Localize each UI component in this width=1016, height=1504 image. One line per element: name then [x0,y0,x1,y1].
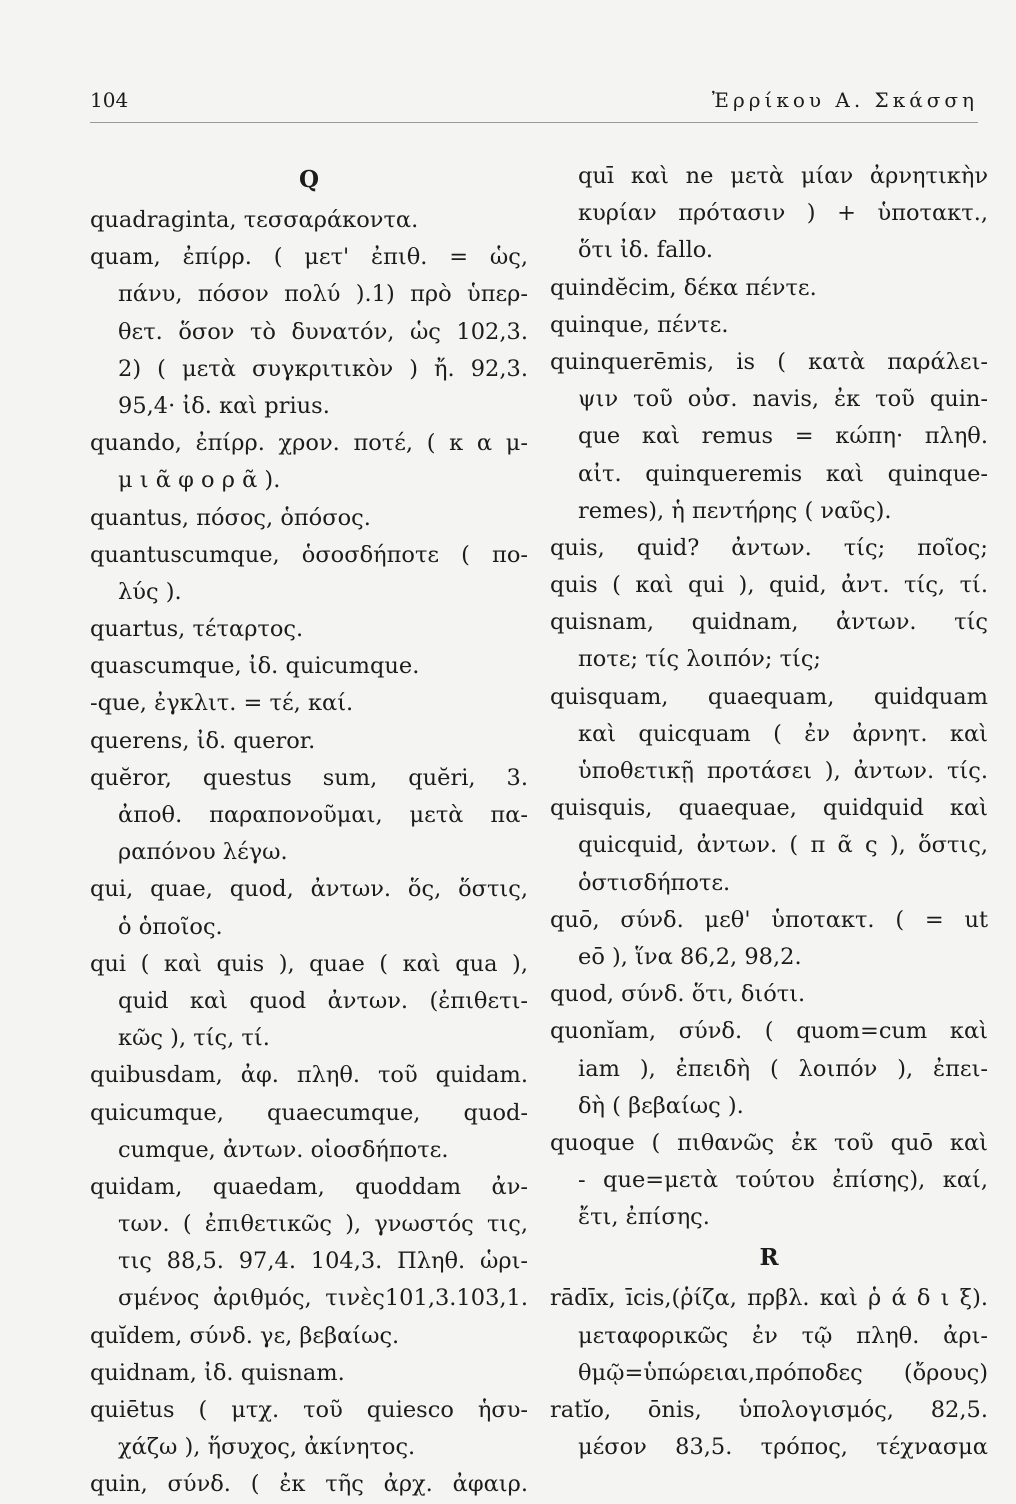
dictionary-line: ὑποθετικῇ προτάσει ), ἀντων. τίς. [578,758,988,784]
dictionary-line: quindĕcim, δέκα πέντε. [550,274,817,301]
header-rule [90,122,978,123]
dictionary-line: quō, σύνδ. μεθ' ὑποτακτ. ( = ut [550,906,988,933]
dictionary-line: ραπόνου λέγω. [118,839,288,866]
left-entries [90,202,528,1504]
dictionary-line: quod, σύνδ. ὅτι, διότι. [550,981,806,1008]
dictionary-line: quascumque, ἰδ. quicumque. [90,653,420,680]
section-letter-r: R [759,1244,779,1272]
dictionary-line: quartus, τέταρτος. [90,616,304,643]
dictionary-line: των. ( ἐπιθετικῶς ), γνωστός τις, [118,1211,528,1238]
dictionary-line: qui ( καὶ quis ), quae ( καὶ qua ), [90,950,528,977]
dictionary-line: quid καὶ quod ἀντων. (ἐπιθετι- [118,987,528,1014]
dictionary-line: -que, ἐγκλιτ. = τέ, καί. [90,690,354,717]
dictionary-line: θμῷ=ὑπώρειαι,πρόποδες (ὄρους) [578,1359,988,1386]
dictionary-line: καὶ quicquam ( ἐν ἀρνητ. καὶ [578,720,988,747]
right-entries-top [550,158,988,1236]
dictionary-line: ποτε; τίς λοιπόν; τίς; [578,646,822,673]
dictionary-line: quando, ἐπίρρ. χρον. ποτέ, ( κ α μ- [90,430,528,457]
page-number: 104 [90,88,129,112]
dictionary-line: μεταφορικῶς ἐν τῷ πληθ. ἀρι- [578,1322,988,1349]
dictionary-line: quicumque, quaecumque, quod- [90,1099,528,1126]
dictionary-line: querens, ἰδ. queror. [90,727,316,754]
dictionary-line: ἀποθ. παραπονοῦμαι, μετὰ πα- [118,802,528,828]
page-header [90,82,978,118]
dictionary-line: quoque ( πιθανῶς ἐκ τοῦ quō καὶ [550,1129,988,1156]
dictionary-line: ὁ ὁποῖος. [118,913,223,940]
dictionary-line: ψιν τοῦ οὐσ. navis, ἐκ τοῦ quin- [578,386,988,413]
dictionary-line: - que=μετὰ τούτου ἐπίσης), καί, [578,1167,988,1194]
dictionary-line: 2) ( μετὰ συγκριτικὸν ) ἤ. 92,3. [118,355,528,382]
dictionary-line: τις 88,5. 97,4. 104,3. Πληθ. ὡρι- [118,1248,528,1275]
dictionary-line: λύς ). [118,578,182,605]
dictionary-line: rādīx, īcis,(ῥίζα, πρβλ. καὶ ῥ ά δ ι ξ). [550,1285,988,1312]
dictionary-line: remes), ἡ πεντήρης ( ναῦς). [578,497,892,524]
dictionary-line: quicquid, ἀντων. ( π ᾶ ς ), ὅστις, [578,832,988,859]
dictionary-line: quisquam, quaequam, quidquam [550,683,988,710]
dictionary-line: μέσον 83,5. τρόπος, τέχνασμα [578,1434,988,1461]
dictionary-line: quiētus ( μτχ. τοῦ quiesco ἡσυ- [90,1397,528,1423]
dictionary-line: ὁστισδήποτε. [578,869,731,896]
dictionary-line: quam, ἐπίρρ. ( μετ' ἐπιθ. = ὡς, [90,244,528,271]
dictionary-line: quin, σύνδ. ( ἐκ τῆς ἀρχ. ἀφαιρ. [90,1471,528,1498]
dictionary-line: δὴ ( βεβαίως ). [578,1092,744,1119]
dictionary-line: χάζω ), ἥσυχος, ἀκίνητος. [118,1434,416,1461]
dictionary-line: quantuscumque, ὁσοσδήποτε ( πο- [90,541,528,568]
dictionary-line: 95,4· ἰδ. καὶ prius. [118,392,330,419]
dictionary-line: ratĭo, ōnis, ὑπολογισμός, 82,5. [550,1397,988,1423]
dictionary-line: quis ( καὶ qui ), quid, ἀντ. τίς, τί. [550,572,988,599]
left-column [90,158,528,1504]
dictionary-line: ὅτι ἰδ. fallo. [578,237,714,264]
dictionary-line: quisquis, quaequae, quidquid καὶ [550,795,988,822]
dictionary-line: quinquerēmis, is ( κατὰ παράλει- [550,348,988,375]
dictionary-line: quidam, quaedam, quoddam ἀν- [90,1173,528,1200]
dictionary-line: quibusdam, ἀφ. πληθ. τοῦ quidam. [90,1062,528,1089]
running-title: Ἐρρίκου Α. Σκάσση [711,88,978,112]
dictionary-line: quonĭam, σύνδ. ( quom=cum καὶ [550,1018,988,1045]
dictionary-line: μ ι ᾶ φ ο ρ ᾶ ). [118,467,281,494]
dictionary-line: quī καὶ ne μετὰ μίαν ἀρνητικὴν [578,163,988,189]
dictionary-line: πάνυ, πόσον πολύ ).1) πρὸ ὑπερ- [118,281,528,308]
dictionary-line: θετ. ὅσον τὸ δυνατόν, ὡς 102,3. [118,318,528,345]
dictionary-line: quĭdem, σύνδ. γε, βεβαίως. [90,1322,400,1349]
dictionary-line: σμένος ἀριθμός, τινὲς101,3.103,1. [118,1285,528,1312]
dictionary-line: cumque, ἀντων. οἱοσδήποτε. [118,1136,449,1163]
dictionary-line: κυρίαν πρότασιν ) + ὑποτακτ., [578,200,988,227]
right-column [550,158,988,1466]
right-entries-bottom [550,1280,988,1466]
dictionary-line: quisnam, quidnam, ἀντων. τίς [550,609,988,636]
dictionary-line: que καὶ remus = κώπη· πληθ. [578,423,988,450]
dictionary-line: quadraginta, τεσσαράκοντα. [90,207,419,233]
dictionary-line: quinque, πέντε. [550,311,729,338]
dictionary-line: αἰτ. quinqueremis καὶ quinque- [578,460,988,487]
dictionary-line: qui, quae, quod, ἀντων. ὅς, ὅστις, [90,876,528,903]
dictionary-line: ἔτι, ἐπίσης. [578,1204,710,1231]
dictionary-line: quĕror, questus sum, quĕri, 3. [90,764,528,791]
dictionary-line: quis, quid? ἀντων. τίς; ποῖος; [550,534,988,561]
dictionary-line: eō ), ἵνα 86,2, 98,2. [578,943,802,970]
dictionary-line: iam ), ἐπειδὴ ( λοιπόν ), ἐπει- [578,1055,988,1082]
section-letter-q: Q [298,166,320,193]
dictionary-line: quantus, πόσος, ὁπόσος. [90,504,371,531]
dictionary-line: quidnam, ἰδ. quisnam. [90,1359,345,1386]
dictionary-line: κῶς ), τίς, τί. [118,1025,270,1052]
